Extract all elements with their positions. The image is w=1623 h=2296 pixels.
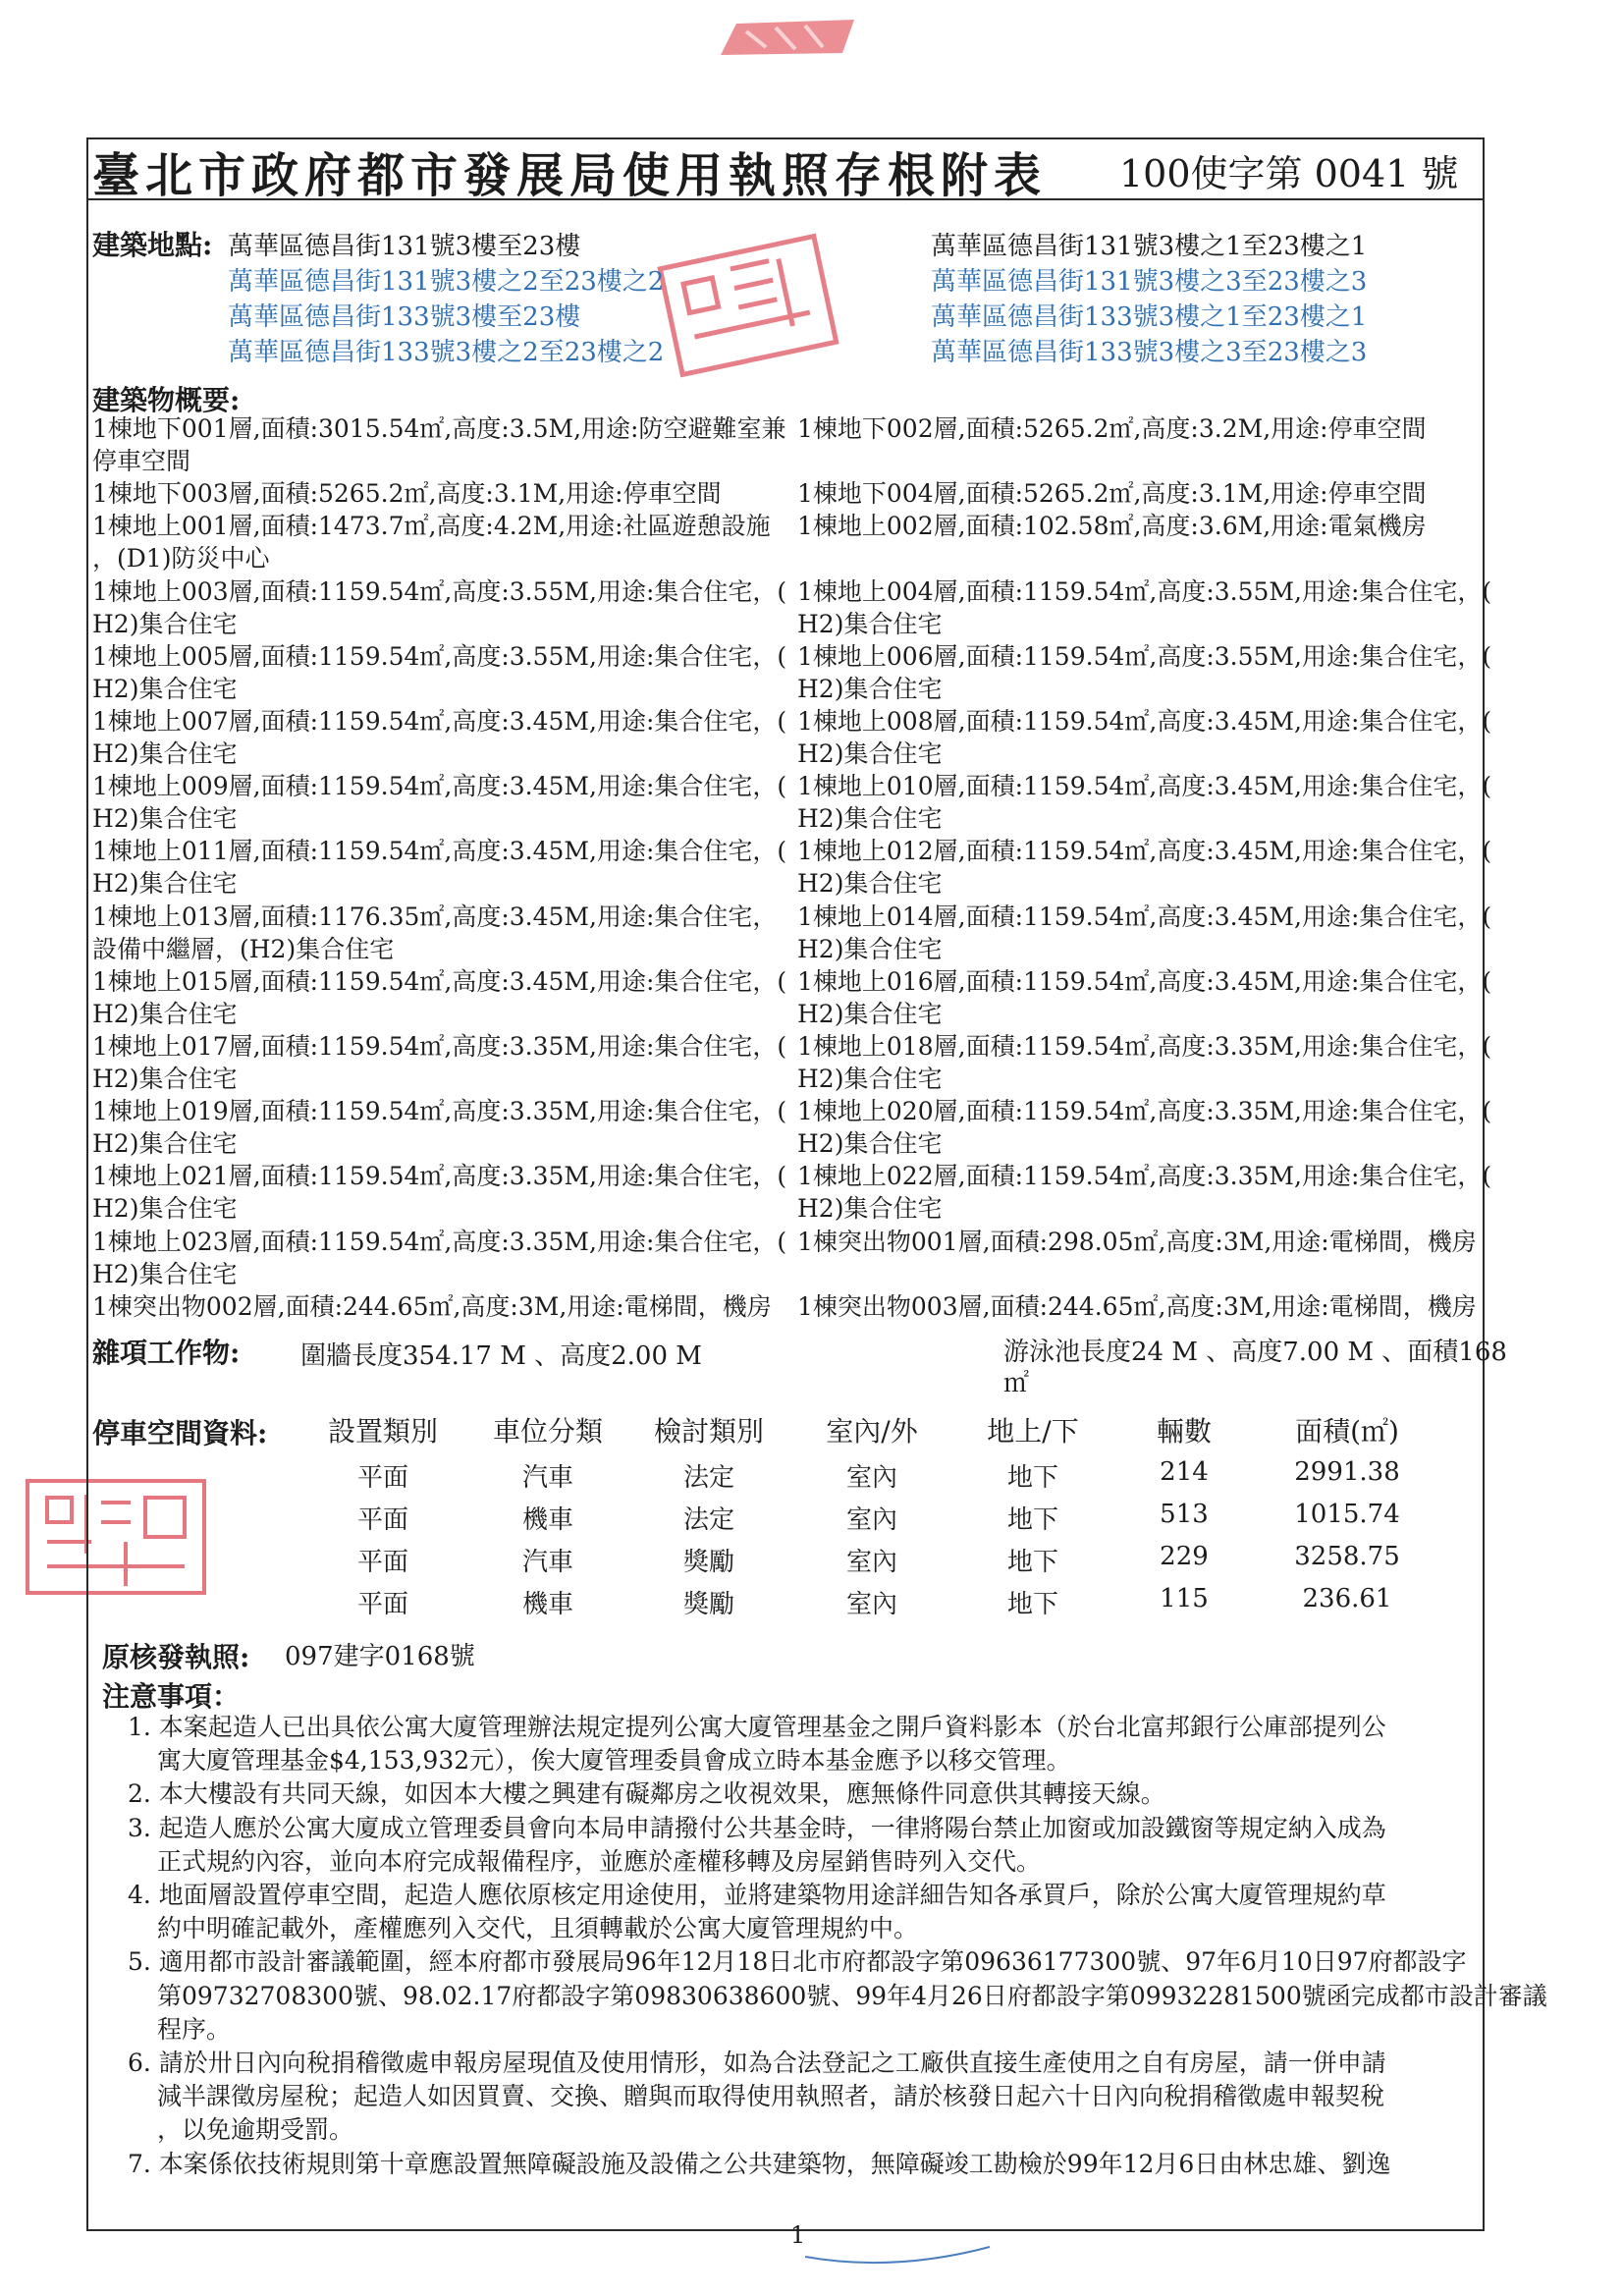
parking-cell: 獎勵 [682, 1590, 734, 1619]
parking-cell: 地下 [1006, 1505, 1058, 1535]
overview-line-left: 1棟地上017層,面積:1159.54㎡,高度:3.35M,用途:集合住宅，( [92, 1031, 787, 1061]
overview-line-left: H2)集合住宅 [92, 999, 238, 1028]
note-line: 5. 適用都市設計審議範圍，經本府都市發展局96年12月18日北市府都設字第09636177300號、97年6月10日97府都設字 [128, 1947, 1467, 1977]
page-number: 1 [790, 2221, 806, 2249]
parking-cell: 室內 [845, 1463, 897, 1493]
parking-cell: 115 [1160, 1584, 1209, 1613]
parking-cell: 獎勵 [682, 1548, 734, 1577]
parking-cell: 地下 [1006, 1463, 1058, 1493]
overview-line-left: H2)集合住宅 [92, 1259, 238, 1288]
note-line: 6. 請於卅日內向稅捐稽徵處申報房屋現值及使用情形，如為合法登記之工廠供直接生產使用之自有房屋，請一併申請 [128, 2049, 1386, 2077]
address-right-4: 萬華區德昌街133號3樓之3至23樓之3 [931, 338, 1368, 367]
overview-line-right: 1棟地上010層,面積:1159.54㎡,高度:3.45M,用途:集合住宅，( [797, 772, 1492, 801]
parking-cell: 室內 [845, 1548, 897, 1577]
overview-line-right: 1棟地下002層,面積:5265.2㎡,高度:3.2M,用途:停車空間 [797, 414, 1427, 443]
misc-works-wall: 圍牆長度354.17 M 、高度2.00 M [300, 1341, 702, 1371]
overview-line-right: H2)集合住宅 [797, 869, 943, 899]
overview-line-left: 設備中繼層，(H2)集合住宅 [92, 934, 395, 963]
overview-line-left: 1棟地下001層,面積:3015.54㎡,高度:3.5M,用途:防空避難室兼 [92, 414, 786, 443]
parking-cell: 法定 [682, 1463, 734, 1493]
note-line: ，以免逾期受罰。 [157, 2115, 354, 2145]
overview-line-right: 1棟地上004層,面積:1159.54㎡,高度:3.55M,用途:集合住宅，( [797, 576, 1492, 606]
address-left-3: 萬華區德昌街133號3樓至23樓 [228, 302, 581, 332]
overview-line-left: 1棟地下003層,面積:5265.2㎡,高度:3.1M,用途:停車空間 [92, 479, 722, 509]
overview-line-right: H2)集合住宅 [797, 609, 943, 638]
overview-line-left: 1棟地上005層,面積:1159.54㎡,高度:3.55M,用途:集合住宅，( [92, 641, 787, 671]
overview-line-left: 1棟地上023層,面積:1159.54㎡,高度:3.35M,用途:集合住宅，( [92, 1227, 787, 1256]
overview-line-left: 1棟突出物002層,面積:244.65㎡,高度:3M,用途:電梯間，機房 [92, 1291, 772, 1321]
overview-line-left: H2)集合住宅 [92, 739, 238, 768]
overview-line-right: 1棟地上022層,面積:1159.54㎡,高度:3.35M,用途:集合住宅，( [797, 1162, 1492, 1191]
overview-line-right: H2)集合住宅 [797, 1129, 943, 1159]
parking-cell: 2991.38 [1294, 1457, 1400, 1487]
overview-line-right: 1棟地上020層,面積:1159.54㎡,高度:3.35M,用途:集合住宅，( [797, 1097, 1492, 1126]
original-license-label: 原核發執照: [102, 1641, 250, 1673]
parking-cell: 室內 [845, 1590, 897, 1619]
overview-line-right: 1棟地下004層,面積:5265.2㎡,高度:3.1M,用途:停車空間 [797, 479, 1427, 509]
address-left-4: 萬華區德昌街133號3樓之2至23樓之2 [228, 338, 665, 367]
overview-line-right: 1棟突出物001層,面積:298.05㎡,高度:3M,用途:電梯間，機房 [797, 1227, 1477, 1256]
parking-cell: 平面 [356, 1590, 408, 1619]
parking-cell: 室內 [845, 1505, 897, 1535]
address-right-2: 萬華區德昌街131號3樓之3至23樓之3 [931, 267, 1368, 297]
parking-cell: 平面 [356, 1505, 408, 1535]
overview-line-left: H2)集合住宅 [92, 1129, 238, 1159]
document-number: 100使字第 0041 號 [1119, 152, 1459, 195]
address-right-3: 萬華區德昌街133號3樓之1至23樓之1 [931, 302, 1368, 332]
overview-line-left: 1棟地上009層,面積:1159.54㎡,高度:3.45M,用途:集合住宅，( [92, 772, 787, 801]
overview-line-right: 1棟突出物003層,面積:244.65㎡,高度:3M,用途:電梯間，機房 [797, 1291, 1477, 1321]
overview-line-right: H2)集合住宅 [797, 804, 943, 834]
parking-header-cell: 檢討類別 [653, 1415, 764, 1448]
note-line: 程序。 [157, 2014, 232, 2044]
overview-line-right: H2)集合住宅 [797, 999, 943, 1028]
original-license-value: 097建字0168號 [285, 1642, 475, 1671]
overview-line-right: 1棟地上012層,面積:1159.54㎡,高度:3.45M,用途:集合住宅，( [797, 837, 1492, 866]
overview-line-left: 1棟地上001層,面積:1473.7㎡,高度:4.2M,用途:社區遊憩設施 [92, 512, 771, 541]
note-line: 4. 地面層設置停車空間，起造人應依原核定用途使用，並將建築物用途詳細告知各承買戶，除於公寓大廈管理規約草 [128, 1881, 1386, 1909]
overview-line-left: ，(D1)防災中心 [92, 544, 270, 574]
overview-line-right: 1棟地上002層,面積:102.58㎡,高度:3.6M,用途:電氣機房 [797, 512, 1427, 541]
notes-label: 注意事項： [102, 1680, 241, 1713]
overview-line-left: H2)集合住宅 [92, 609, 238, 638]
overview-line-right: 1棟地上008層,面積:1159.54㎡,高度:3.45M,用途:集合住宅，( [797, 706, 1492, 736]
note-line: 減半課徵房屋稅；起造人如因買賣、交換、贈與而取得使用執照者，請於核發日起六十日內向稅捐稽徵處申報契稅 [157, 2082, 1385, 2111]
overview-line-left: 1棟地上003層,面積:1159.54㎡,高度:3.55M,用途:集合住宅，( [92, 576, 787, 606]
overview-line-right: H2)集合住宅 [797, 934, 943, 963]
address-left-2: 萬華區德昌街131號3樓之2至23樓之2 [228, 267, 665, 297]
misc-works-pool: 游泳池長度24 M 、高度7.00 M 、面積168 [1003, 1338, 1507, 1367]
parking-cell: 1015.74 [1294, 1500, 1400, 1529]
note-line: 正式規約內容，並向本府完成報備程序，並應於產權移轉及房屋銷售時列入交代。 [157, 1846, 1042, 1876]
address-label: 建築地點: [92, 229, 213, 261]
parking-cell: 法定 [682, 1505, 734, 1535]
overview-line-right: H2)集合住宅 [797, 1065, 943, 1093]
document-title: 臺北市政府都市發展局使用執照存根附表 [92, 148, 1048, 203]
overview-line-left: 1棟地上013層,面積:1176.35㎡,高度:3.45M,用途:集合住宅， [92, 902, 778, 931]
parking-header-cell: 面積(㎡) [1295, 1415, 1399, 1448]
overview-line-right: 1棟地上014層,面積:1159.54㎡,高度:3.45M,用途:集合住宅，( [797, 902, 1492, 931]
address-left-1: 萬華區德昌街131號3樓至23樓 [228, 232, 581, 261]
overview-line-right: 1棟地上018層,面積:1159.54㎡,高度:3.35M,用途:集合住宅，( [797, 1031, 1492, 1061]
note-line: 7. 本案係依技術規則第十章應設置無障礙設施及設備之公共建築物，無障礙竣工勘檢於99年12月6日由林忠雄、劉逸 [128, 2149, 1391, 2178]
overview-line-left: 1棟地上011層,面積:1159.54㎡,高度:3.45M,用途:集合住宅，( [92, 837, 787, 866]
parking-header-cell: 地上/下 [987, 1415, 1079, 1448]
parking-cell: 機車 [521, 1505, 573, 1535]
overview-line-right: 1棟地上016層,面積:1159.54㎡,高度:3.45M,用途:集合住宅，( [797, 966, 1492, 996]
parking-cell: 機車 [521, 1590, 573, 1619]
overview-line-right: H2)集合住宅 [797, 1194, 943, 1224]
parking-cell: 236.61 [1302, 1584, 1392, 1613]
overview-label: 建築物概要: [92, 384, 241, 416]
parking-cell: 平面 [356, 1463, 408, 1493]
note-line: 寓大廈管理基金$4,153,932元），俟大廈管理委員會成立時本基金應予以移交管理。 [157, 1746, 1071, 1776]
parking-header-cell: 輛數 [1156, 1415, 1212, 1448]
overview-line-left: 1棟地上007層,面積:1159.54㎡,高度:3.45M,用途:集合住宅，( [92, 706, 787, 736]
overview-line-left: H2)集合住宅 [92, 674, 238, 703]
address-right-1: 萬華區德昌街131號3樓之1至23樓之1 [931, 232, 1368, 261]
parking-label: 停車空間資料: [92, 1417, 268, 1449]
misc-works-label: 雜項工作物: [92, 1337, 241, 1369]
overview-line-left: 1棟地上015層,面積:1159.54㎡,高度:3.45M,用途:集合住宅，( [92, 966, 787, 996]
parking-cell: 汽車 [521, 1463, 573, 1493]
overview-line-left: H2)集合住宅 [92, 869, 238, 899]
note-line: 3. 起造人應於公寓大廈成立管理委員會向本局申請撥付公共基金時，一律將陽台禁止加窗或加設鐵窗等規定納入成為 [128, 1813, 1386, 1842]
parking-header-cell: 室內/外 [826, 1415, 918, 1448]
overview-line-right: H2)集合住宅 [797, 674, 943, 703]
note-line: 第09732708300號、98.02.17府都設字第09830638600號、99年4月26日府都設字第09932281500號函完成都市設計審議 [157, 1981, 1547, 2010]
overview-line-left: H2)集合住宅 [92, 804, 238, 834]
parking-cell: 214 [1160, 1457, 1209, 1487]
overview-line-left: 1棟地上019層,面積:1159.54㎡,高度:3.35M,用途:集合住宅，( [92, 1097, 787, 1126]
parking-cell: 汽車 [521, 1548, 573, 1577]
parking-cell: 平面 [356, 1548, 408, 1577]
parking-cell: 3258.75 [1294, 1542, 1400, 1571]
parking-header-cell: 車位分類 [492, 1415, 603, 1448]
overview-line-right: 1棟地上006層,面積:1159.54㎡,高度:3.55M,用途:集合住宅，( [797, 641, 1492, 671]
overview-line-right: H2)集合住宅 [797, 739, 943, 768]
parking-cell: 229 [1160, 1542, 1209, 1571]
parking-cell: 513 [1160, 1500, 1209, 1529]
page-curve-mark [805, 2229, 992, 2269]
top-red-seal-icon [707, 18, 864, 57]
overview-line-left: 停車空間 [92, 447, 191, 476]
overview-line-left: H2)集合住宅 [92, 1194, 238, 1224]
overview-line-left: 1棟地上021層,面積:1159.54㎡,高度:3.35M,用途:集合住宅，( [92, 1162, 787, 1191]
note-line: 2. 本大樓設有共同天線，如因本大樓之興建有礙鄰房之收視效果，應無條件同意供其轉接天線。 [128, 1779, 1165, 1809]
parking-header-cell: 設置類別 [327, 1415, 438, 1448]
overview-line-left: H2)集合住宅 [92, 1065, 238, 1093]
misc-works-pool-unit: ㎡ [1003, 1369, 1030, 1398]
parking-cell: 地下 [1006, 1590, 1058, 1619]
note-line: 1. 本案起造人已出具依公寓大廈管理辦法規定提列公寓大廈管理基金之開戶資料影本（於台北富邦銀行公庫部提列公 [128, 1713, 1386, 1741]
parking-cell: 地下 [1006, 1548, 1058, 1577]
note-line: 約中明確記載外，產權應列入交代，且須轉載於公寓大廈管理規約中。 [157, 1914, 919, 1943]
